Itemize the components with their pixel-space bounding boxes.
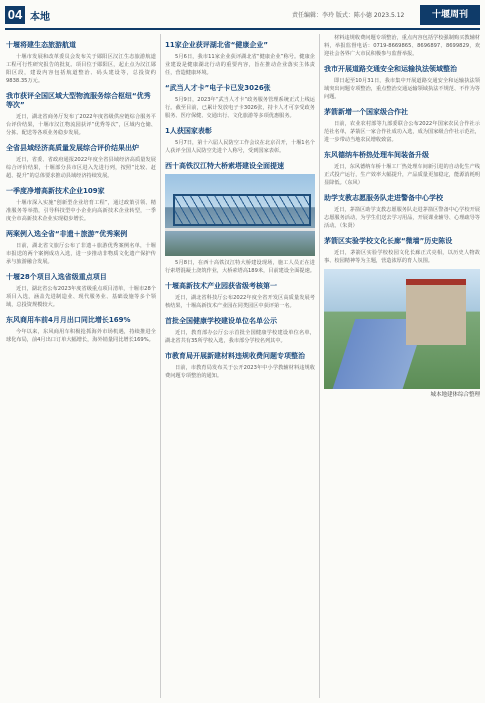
- article-title: 我市获评全国区域大型物流服务综合枢纽“优秀等次”: [6, 92, 151, 109]
- article-body: 5月8日，在西十高铁汉江特大桥建设现场，施工人员正在进行索塔混凝土浇筑作业，大桥索塔高189米，目前建设全面提速。: [165, 260, 315, 274]
- article-title: “武当人才卡”电子卡已发3026张: [165, 84, 271, 92]
- newspaper-brand: 十堰周刊: [420, 5, 480, 25]
- article-title: 十堰高新技术产业园获省级考核第一: [165, 282, 277, 290]
- article-body: 5月6日，我市11家企业获评湖北省“健康企业”称号。健康企业建设是健康湖北行动的重要内容，旨在推动企业落实主体责任，营造健康环境。: [165, 54, 315, 76]
- article-body: 即日起至10月31日，我市集中开展道路交通安全和运输执法领域突出问题专项整治，重点整治交通运输领域执法不规范、不作为等问题。: [324, 78, 480, 100]
- article-title: 一季度净增高新技术企业109家: [6, 187, 105, 195]
- article-title: 茅箭新增一个国家级合作社: [324, 108, 408, 116]
- header-rule: [5, 28, 480, 30]
- editor-meta: 责任编辑：李玲 版式：陈小德 2023.5.12: [292, 12, 405, 19]
- street-photo: [324, 269, 480, 389]
- page-number: 04: [5, 6, 25, 24]
- article-body: 十堰市深入实施“创新型企业培育工程”，通过政策引领、精准服务等举措，引导科技型中小企业向高新技术企业转型，一季度全市高新技术企业实现稳步增长。: [6, 200, 156, 222]
- article-body: 5月9日，2023年“武当人才卡”政务服务管理系统正式上线运行。截至目前，已累计发放电子卡3026张，持卡人才可享受政务服务、医疗保健、交通出行、文化旅游等多项优惠服务。: [165, 97, 315, 119]
- article-title: 全省县域经济高质量发展综合评价结果出炉: [6, 144, 139, 152]
- photo-caption: 城本地建体综合整理: [430, 392, 480, 398]
- article-title: 11家企业获评湖北省“健康企业”: [165, 41, 268, 49]
- article-body: 近日，省委、省政府通报2022年度全省县域经济高质量发展综合评价结果，十堰部分县市区进入先进行列，按照“比较、赶超、提升”的总体要求推动县域经济持续发展。: [6, 157, 156, 179]
- article-title: 西十高铁汉江特大桥索塔建设全面提速: [165, 162, 284, 170]
- section-title: 本地: [30, 12, 50, 23]
- column-divider: [160, 34, 161, 698]
- article-body: 日前，农业农村部等九部委联合公布2022年国家农民合作社示范社名单，茅箭区一家合作社成功入选，成为国家级合作社示范社，进一步带动当地农民增收致富。: [324, 121, 480, 143]
- article-body: 日前，市教育局发布关于公开2023年中小学教辅材料违规收费问题专项整治的通知。: [165, 365, 315, 379]
- article-body: 近日，茅箭区助学支教志愿服务队走进茅箭区警备中心学校开展志愿服务活动，为学生们送去学习用品，开展课业辅导、心理疏导等活动。（朱贤）: [324, 207, 480, 229]
- article-body: 近日，教育部办公厅公示首批全国健康学校建设单位名单，湖北省共有35所学校入选，我市部分学校名列其中。: [165, 330, 315, 344]
- article-body: 5月7日，第十六届人民防空工作会议在北京召开，十堰1名个人获评全国人民防空先进个人称号，受到国家表彰。: [165, 140, 315, 154]
- article-title: 1人获国家表彰: [165, 127, 212, 135]
- article-title: 东风商用车前4月月出口同比增长169%: [6, 316, 131, 324]
- building-shape: [406, 279, 466, 345]
- article-title: 东风德纳车桥热处理车间装备升级: [324, 151, 429, 159]
- article-title: 茅箭区实验学校文化长廊“微墙”历史陈设: [324, 237, 453, 245]
- page-header: [0, 0, 485, 30]
- article-body: 近日，湖北省公布2023年度省级重点项目清单，十堰市28个项目入选，涵盖先进制造业、现代服务业、基础设施等多个领域，总投资规模较大。: [6, 286, 156, 308]
- article-title: 首批全国健康学校建设单位名单公示: [165, 317, 277, 325]
- article-body: 十堰市发展和改革委员会发布关于郧阳区汉江生态旅游航道工程可行性研究报告的批复。项目位于郧阳区，起止点为汉江郧阳区段，建设内容包括航道整治、码头建设等，总投资约9838.35万元。: [6, 54, 156, 84]
- article-title: 我市开展道路交通安全和运输执法领域整治: [324, 65, 457, 73]
- bridge-truss-shape: [173, 194, 311, 226]
- bridge-deck-shape: [165, 228, 315, 231]
- column-divider: [319, 34, 320, 698]
- article-body: 近日，东风德纳车桥十堰工厂热处理车间新引进的自动化生产线正式投产运行，生产效率大幅提升，产品质量更加稳定，能源消耗明显降低。（东风）: [324, 164, 480, 186]
- article-title: 助学支教志愿服务队走进警备中心学校: [324, 194, 443, 202]
- column-2: [165, 34, 315, 698]
- article-body: 今年以来，东风商用车积极抢抓海外市场机遇，持续推进全球化布局，前4月出口订单大幅增长，海外销量同比增长169%。: [6, 329, 156, 343]
- article-title: 十堰28个项目入选省级重点项目: [6, 273, 107, 281]
- article-body: 近日，茅箭区实验学校校园文化长廊正式亮相，以历史人物故事、校园精神等为主题，营造浓厚的育人氛围。: [324, 250, 480, 264]
- column-3: [324, 34, 480, 698]
- bridge-photo: [165, 174, 315, 256]
- article-body: 日前，湖北省文旅厅公布了非遗＋旅游优秀案例名单，十堰市报送的两个案例成功入选，进一步推动非物质文化遗产保护传承与旅游融合发展。: [6, 243, 156, 265]
- article-title: 十堰将建生态旅游航道: [6, 41, 76, 49]
- article-body: 材料违规收费问题专项整治，重点内容包括学校强制购买教辅材料，举报监督电话：0719-8669865、8696897、8699829，欢迎社会各界广大市民积极参与监督举报。: [324, 35, 480, 57]
- article-body: 近日，湖北省科技厅公布2022年度全省开发区高质量发展考核结果，十堰高新技术产业园在同类园区中获评第一名。: [165, 295, 315, 309]
- column-1: [6, 34, 156, 698]
- article-title: 两案例入选全省“非遗＋旅游”优秀案例: [6, 230, 128, 238]
- article-body: 近日，湖北省商务厅发布了2022年度省级供应链综合服务平台评价结果，十堰市汉江物流园获评“优秀等次”，区域内仓储、分拣、配送等各项业务稳步发展。: [6, 114, 156, 136]
- article-title: 市教育局开展新建材料违规收费问题专项整治: [165, 352, 305, 360]
